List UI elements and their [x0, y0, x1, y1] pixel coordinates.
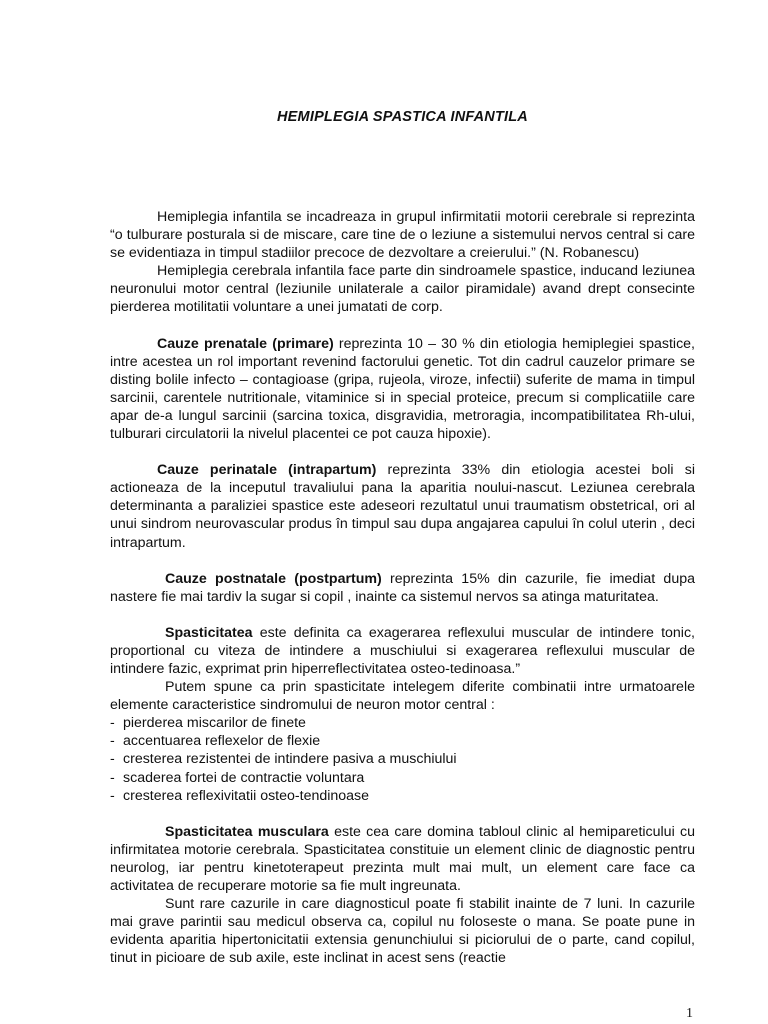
paragraph-definition: Hemiplegia cerebrala infantila face parte din sindroamele spastice, inducand leziunea neuronului motor central (leziunile unilaterale a cailor piramidale) avand drept consecinte pierderea motilitatii voluntare a unei jumatati de corp. [110, 263, 695, 316]
text-muscular-spasticity: este cea care domina tabloul clinic al hemipareticului cu infirmitatea motorie cerebrala. Spasticitatea constituie un element clinic de diagnostic pentru neurolog, iar pentru kinetoterapeut prezinta mult mai mult, un element care face ca activitatea de recuperare motorie sa fie mult ingreunata. [110, 823, 695, 894]
symptom-list [110, 714, 695, 804]
text-postnatal: reprezinta 15% din cazurile, fie imediat dupa nastere fie mai tardiv la sugar si copil , inainte ca sistemul nervos sa atinga maturitatea. [110, 570, 695, 605]
heading-muscular-spasticity: Spasticitatea musculara [165, 823, 329, 840]
heading-spasticity: Spasticitatea [165, 624, 253, 641]
list-item: - scaderea fortei de contractie voluntara [110, 769, 365, 786]
paragraph-combinations: Putem spune ca prin spasticitate intelegem diferite combinatii intre urmatoarele elemente caracteristice sindromului de neuron motor central : [110, 679, 695, 714]
text-spasticity: este definita ca exagerarea reflexului muscular de intindere tonic, proportional cu viteza de intindere a muschiului si exagerarea reflexului muscular de intindere fazic, exprimat prin hiperreflectivitatea osteo-tedinoasa.” [110, 624, 695, 677]
paragraph-prenatal [110, 335, 695, 444]
text-prenatal: reprezinta 10 – 30 % din etiologia hemiplegiei spastice, intre acestea un rol important revenind factorului genetic. Tot din cadrul cauzelor primare se disting bolile infecto – contagioase (gripa, rujeola, viroze, infectii) suferite de mama in timpul sarcinii, carentele nutritionale, vitaminice si in special proteice, precum si complicatiile care apar de-a lungul sarcinii (sarcina toxica, disgravidia, metroragia, incompatibilitatea Rh-ului, tulburari circulatorii la nivelul placentei ce pot cauza hipoxie). [110, 335, 695, 443]
heading-perinatal: Cauze perinatale (intrapartum) [157, 462, 377, 479]
page-number: 1 [686, 1006, 693, 1021]
text-perinatal: reprezinta 33% din etiologia acestei boli si actioneaza de la inceputul travaliului pana la aparitia noului-nascut. Leziunea cerebrala determinanta a paraliziei spastice este adeseori rezultatul unui traumatism obstetrical, ori al unui sindrom neurovascular produs în timpul sau dupa angajarea capului în colul uterin , deci intrapartum. [110, 462, 695, 551]
paragraph-spasticity [110, 624, 695, 678]
list-item: - cresterea rezistentei de intindere pasiva a muschiului [110, 751, 457, 768]
document-body [110, 208, 695, 967]
paragraph-diagnosis: Sunt rare cazurile in care diagnosticul poate fi stabilit inainte de 7 luni. In cazurile mai grave parintii sau medicul observa ca, copilul nu foloseste o mana. Se poate pune in evidenta aparitia hipertonicitatii extensia genunchiului si piciorului de o parte, cand copilul, tinut in picioare de sub axile, este inclinat in acest sens (reactie [110, 896, 695, 967]
paragraph-muscular-spasticity [110, 823, 695, 895]
heading-postnatal: Cauze postnatale (postpartum) [165, 570, 382, 587]
heading-prenatal: Cauze prenatale (primare) [157, 335, 334, 352]
list-item: - accentuarea reflexelor de flexie [110, 733, 321, 750]
paragraph-postnatal [110, 570, 695, 606]
paragraph-perinatal [110, 461, 695, 551]
paragraph-intro: Hemiplegia infantila se incadreaza in grupul infirmitatii motorii cerebrale si reprezinta “o tulburare posturala si de miscare, care tine de o leziune a sistemului nervos central si care se evidentiaza in timpul stadiilor precoce de dezvoltare a creierului.” (N. Robanescu) [110, 209, 695, 262]
document-title: HEMIPLEGIA SPASTICA INFANTILA [277, 109, 528, 125]
list-item: - pierderea miscarilor de finete [110, 715, 306, 732]
list-item: - cresterea reflexivitatii osteo-tendinoase [110, 787, 370, 804]
